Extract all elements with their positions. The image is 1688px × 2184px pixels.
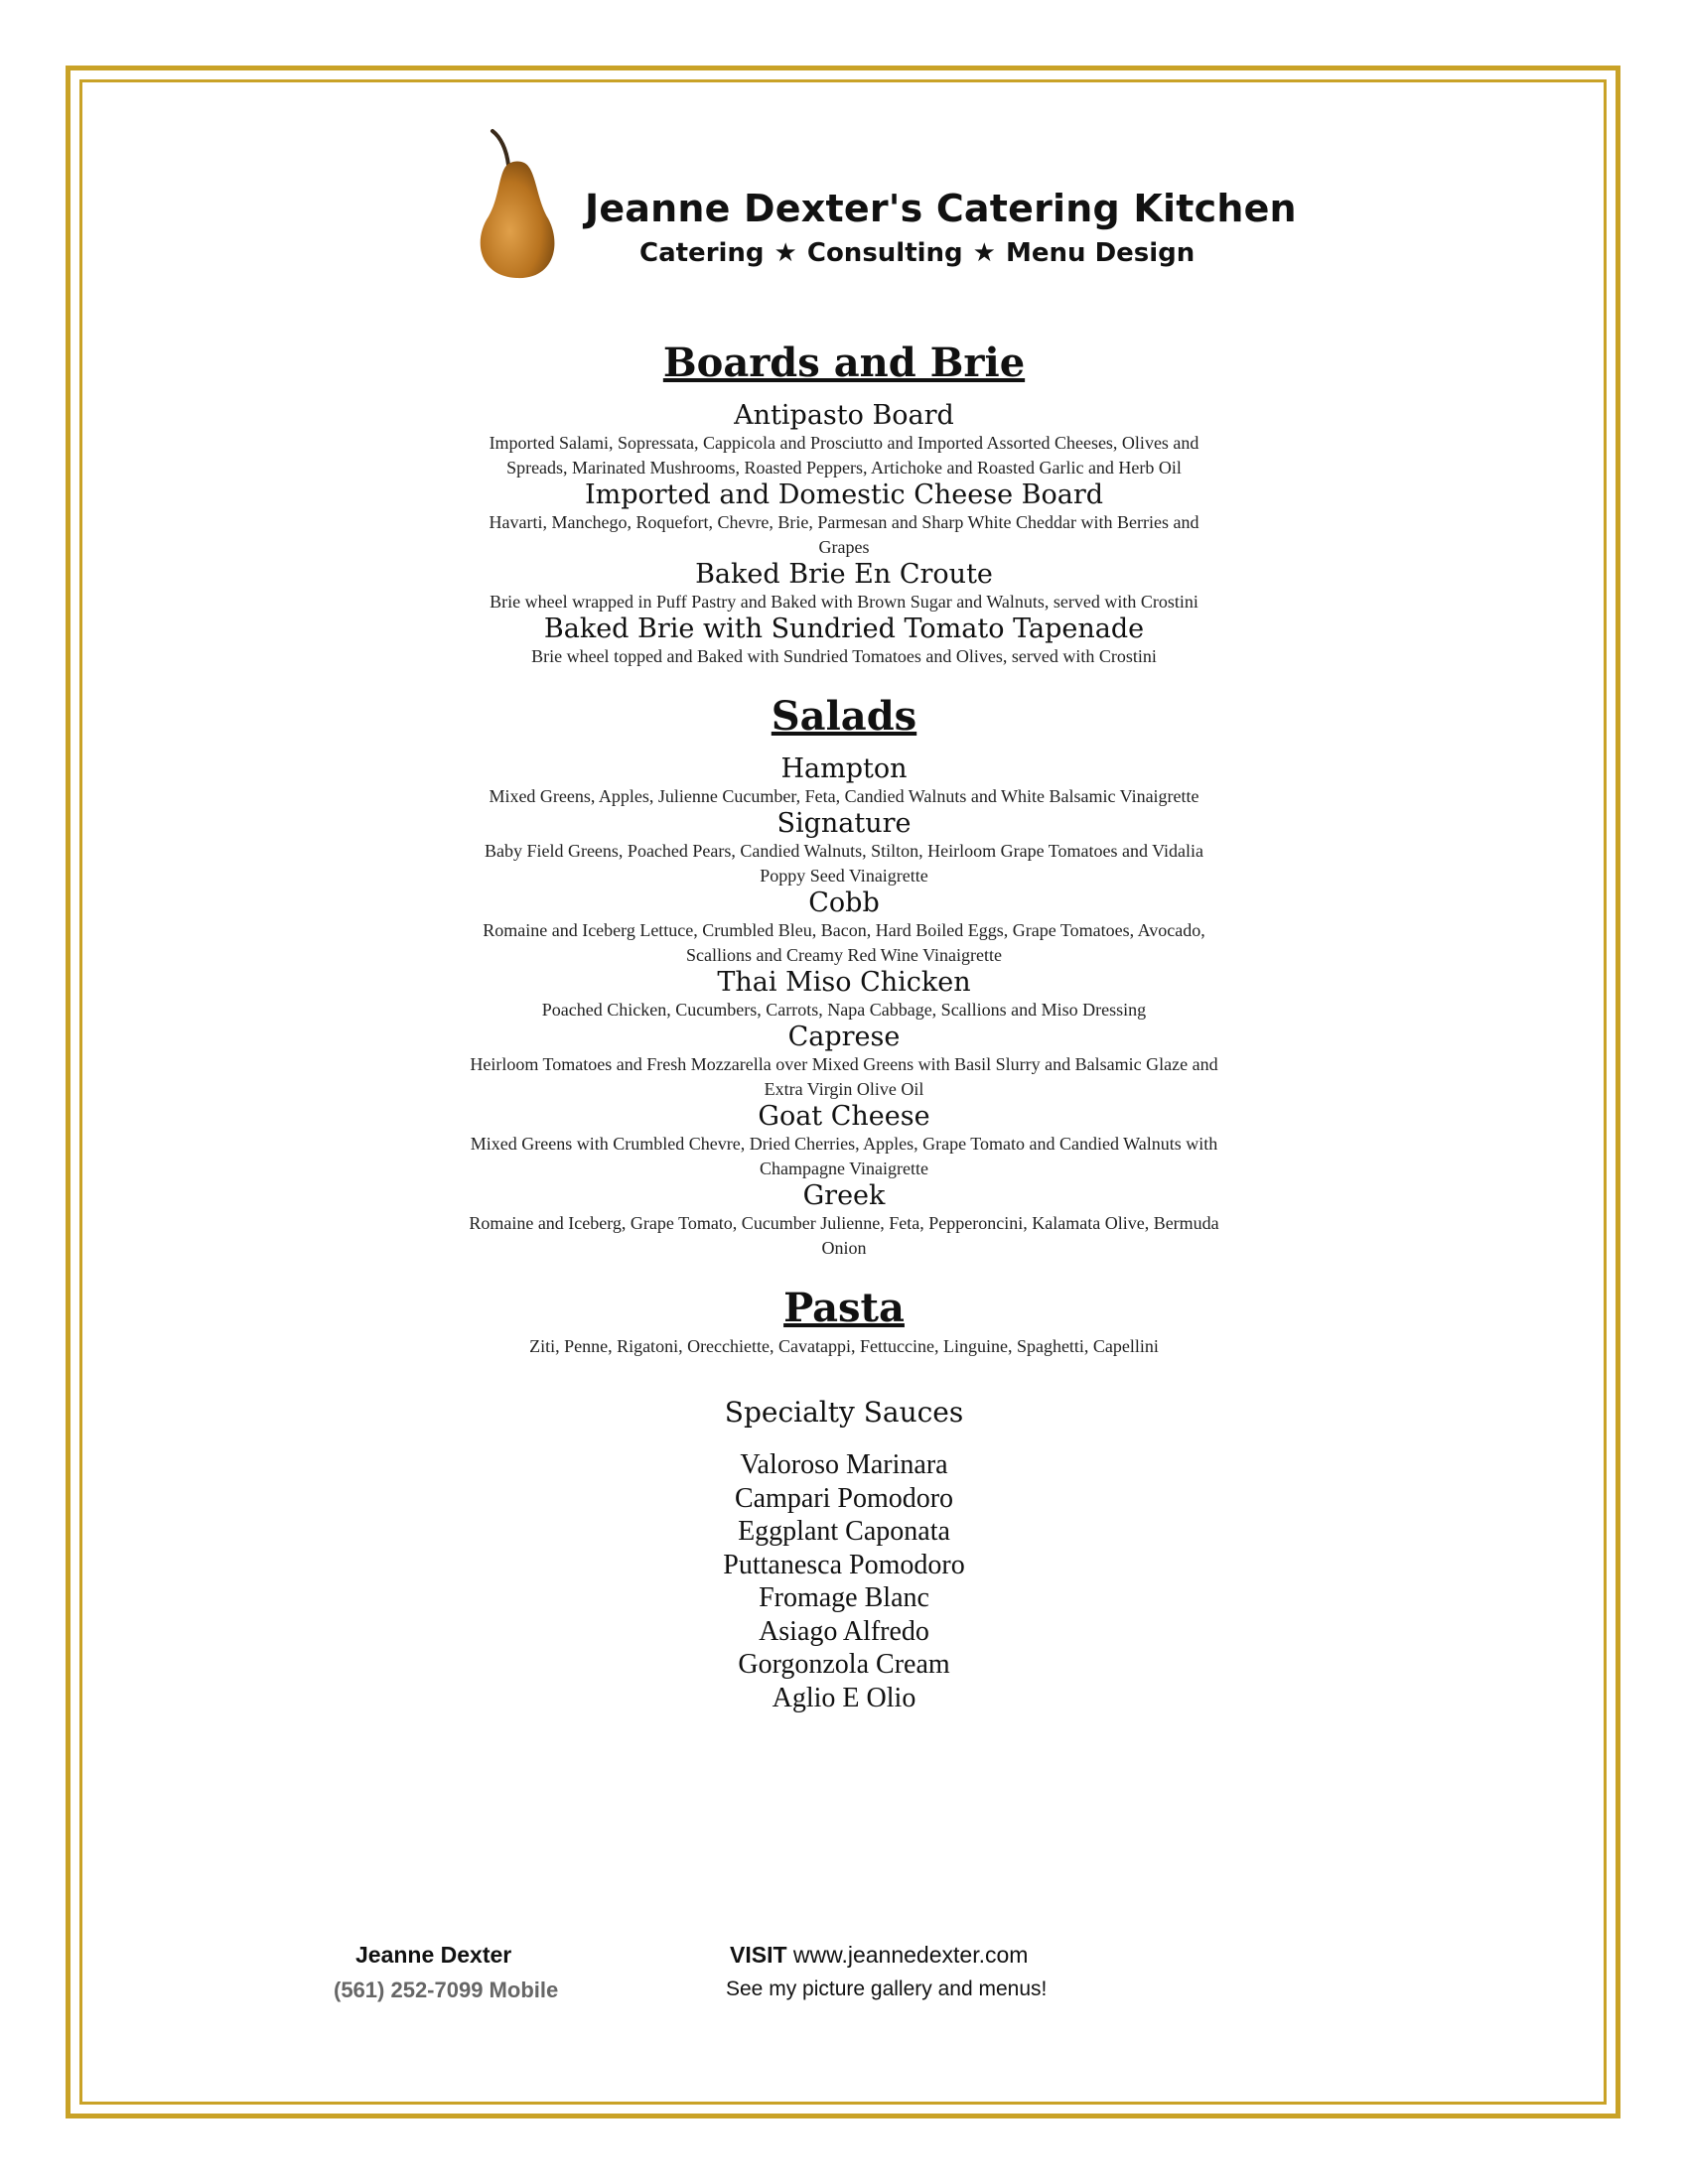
- item-desc: Brie wheel topped and Baked with Sundried Tomatoes and Olives, served with Crostini: [531, 646, 1157, 666]
- item-name: Imported and Domestic Cheese Board: [584, 479, 1104, 510]
- item-name: Goat Cheese: [758, 1101, 930, 1132]
- visit-line: [730, 1942, 1028, 1969]
- tagline-item: Menu Design: [1005, 238, 1196, 268]
- sauce-item: Campari Pomodoro: [734, 1482, 954, 1514]
- item-desc: Heirloom Tomatoes and Fresh Mozzarella over Mixed Greens with Basil Slurry and Balsamic Glaze and Extra Virgin Olive Oil: [470, 1054, 1218, 1099]
- contact-phone: (561) 252-7099 Mobile: [334, 1978, 559, 2002]
- sauce-item: Puttanesca Pomodoro: [723, 1549, 965, 1580]
- logo: [471, 127, 1297, 286]
- item-desc: Poached Chicken, Cucumbers, Carrots, Napa Cabbage, Scallions and Miso Dressing: [541, 1000, 1147, 1020]
- sauces-title: Specialty Sauces: [724, 1396, 964, 1429]
- brand-title: Jeanne Dexter's Catering Kitchen: [585, 187, 1297, 230]
- section-title-pasta: Pasta: [783, 1285, 905, 1331]
- tagline-item: Consulting: [806, 238, 963, 268]
- visit-label: VISIT: [730, 1942, 787, 1968]
- item-name: Baked Brie En Croute: [695, 559, 993, 590]
- item-desc: Mixed Greens, Apples, Julienne Cucumber, Feta, Candied Walnuts and White Balsamic Vinaigrette: [489, 786, 1199, 806]
- item-name: Antipasto Board: [734, 400, 954, 431]
- pasta-shapes: Ziti, Penne, Rigatoni, Orecchiette, Cavatappi, Fettuccine, Linguine, Spaghetti, Capellini: [529, 1336, 1159, 1356]
- sauce-item: Asiago Alfredo: [759, 1615, 929, 1647]
- section-title-boards: Boards and Brie: [662, 340, 1026, 386]
- sauce-item: Valoroso Marinara: [740, 1449, 948, 1480]
- item-desc: Baby Field Greens, Poached Pears, Candied Walnuts, Stilton, Heirloom Grape Tomatoes and Vidalia Poppy Seed Vinaigrette: [484, 841, 1204, 886]
- star-icon: ★: [972, 238, 996, 268]
- tagline-item: Catering: [639, 238, 765, 268]
- sauce-item: Aglio E Olio: [772, 1682, 916, 1713]
- contact-name: Jeanne Dexter: [355, 1942, 512, 1968]
- website-link[interactable]: www.jeannedexter.com: [792, 1942, 1029, 1968]
- item-name: Greek: [802, 1180, 886, 1211]
- item-name: Baked Brie with Sundried Tomato Tapenade: [543, 614, 1145, 644]
- menu-body: [417, 338, 1271, 1714]
- item-desc: Havarti, Manchego, Roquefort, Chevre, Brie, Parmesan and Sharp White Cheddar with Berries and Grapes: [489, 512, 1199, 557]
- item-desc: Romaine and Iceberg, Grape Tomato, Cucumber Julienne, Feta, Pepperoncini, Kalamata Olive, Bermuda Onion: [469, 1213, 1219, 1258]
- sauce-item: Gorgonzola Cream: [738, 1649, 950, 1680]
- gallery-note: See my picture gallery and menus!: [726, 1978, 1048, 2000]
- item-desc: Romaine and Iceberg Lettuce, Crumbled Bleu, Bacon, Hard Boiled Eggs, Grape Tomatoes, Avocado, Scallions and Creamy Red Wine Vinaigrette: [483, 920, 1205, 965]
- section-title-salads: Salads: [771, 693, 917, 740]
- tagline: [639, 238, 1195, 268]
- footer: [0, 1936, 1688, 2015]
- sauce-item: Fromage Blanc: [759, 1582, 929, 1613]
- star-icon: ★: [774, 238, 797, 268]
- item-name: Signature: [776, 808, 912, 839]
- item-name: Hampton: [780, 753, 908, 784]
- item-name: Cobb: [808, 887, 880, 918]
- item-desc: Mixed Greens with Crumbled Chevre, Dried Cherries, Apples, Grape Tomato and Candied Walnuts with Champagne Vinaigrette: [470, 1134, 1218, 1178]
- item-desc: Brie wheel wrapped in Puff Pastry and Baked with Brown Sugar and Walnuts, served with Crostini: [490, 592, 1198, 612]
- pear-icon: [471, 127, 570, 286]
- item-desc: Imported Salami, Sopressata, Cappicola and Prosciutto and Imported Assorted Cheeses, Olives and Spreads, Marinated Mushrooms, Roasted Peppers, Artichoke and Roasted Garlic and Herb Oil: [489, 433, 1199, 478]
- item-name: Caprese: [787, 1022, 901, 1052]
- sauce-item: Eggplant Caponata: [738, 1516, 950, 1547]
- item-name: Thai Miso Chicken: [717, 967, 971, 998]
